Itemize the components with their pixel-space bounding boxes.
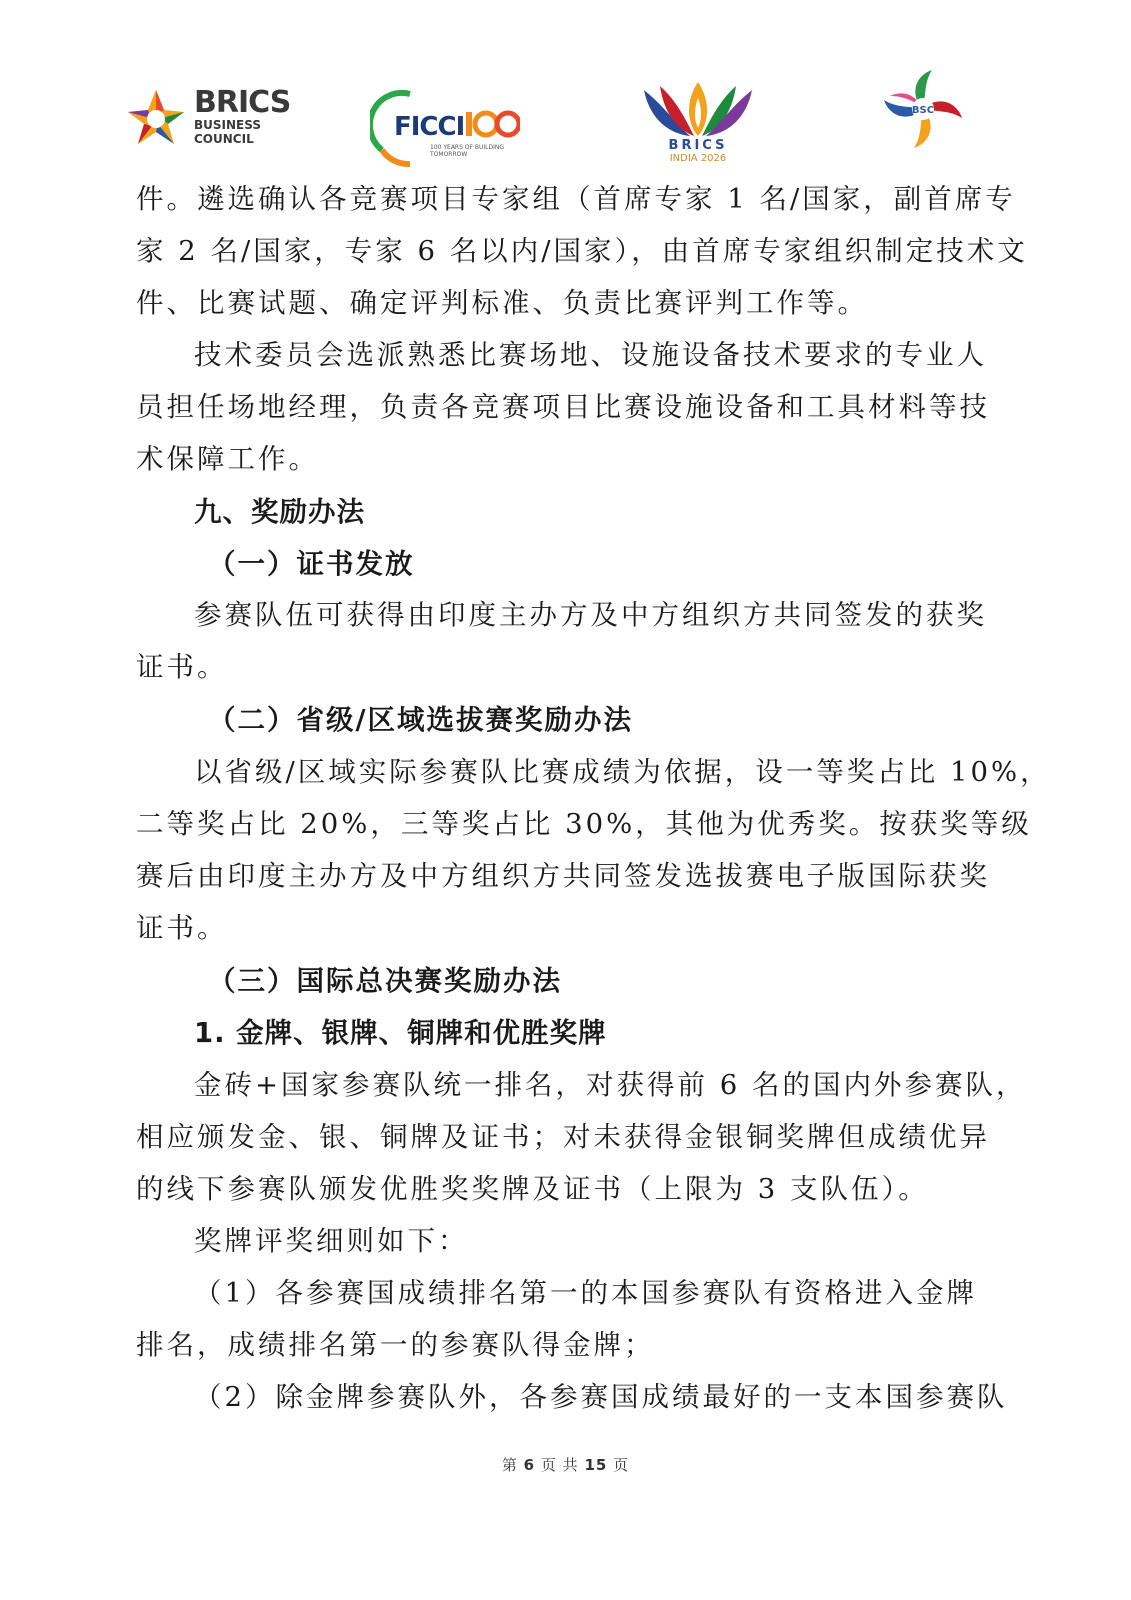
paragraph-line: 件。遴选确认各竞赛项目专家组（首席专家 1 名/国家，副首席专 [136,183,1016,215]
paragraph-line: 的线下参赛队颁发优胜奖奖牌及证书（上限为 3 支队伍）。 [136,1173,929,1205]
footer-middle: 页 共 [540,1456,579,1474]
paragraph-line: 家 2 名/国家，专家 6 名以内/国家），由首席专家组织制定技术文 [136,235,1028,267]
brics-india-2026-logo [640,80,756,166]
brics-logo-line2: BUSINESS [194,118,261,132]
paragraph-line: 二等奖占比 20%，三等奖占比 30%，其他为优秀奖。按获奖等级 [136,808,1032,840]
section-heading: 九、奖励办法 [194,496,365,528]
paragraph-line: 术保障工作。 [136,443,319,475]
brics-india-line1: BRICS [668,138,728,153]
paragraph-line: （2）除金牌参赛队外，各参赛国成绩最好的一支本国参赛队 [194,1381,1008,1413]
paragraph-line: 以省级/区域实际参赛队比赛成绩为依据，设一等奖占比 10%， [194,756,1051,788]
ficci-tagline [430,144,530,158]
current-page-number: 6 [523,1456,536,1474]
paragraph-line: 金砖+国家参赛队统一排名，对获得前 6 名的国内外参赛队， [194,1069,1027,1101]
paragraph-line: 奖牌评奖细则如下： [194,1225,469,1257]
footer-prefix: 第 [501,1456,518,1474]
paragraph-line: 件、比赛试题、确定评判标准、负责比赛评判工作等。 [136,287,868,319]
paragraph-line: 排名，成绩排名第一的参赛队得金牌； [136,1329,655,1361]
item-heading: 1. 金牌、银牌、铜牌和优胜奖牌 [194,1017,607,1049]
brics-business-council-text [194,85,291,146]
ficci-100-mark [464,106,520,142]
subsection-heading: （三）国际总决赛奖励办法 [208,965,562,997]
ficci-tagline-2: TOMORROW [430,151,468,158]
ficci-word: FICCI [394,112,465,142]
total-page-count: 15 [584,1456,608,1474]
footer-suffix: 页 [613,1456,630,1474]
paragraph-line: 证书。 [136,651,228,683]
brics-logo-line3: COUNCIL [194,132,254,146]
brics-business-council-logo [124,85,291,150]
bsc-label: BSC [911,105,935,116]
bsc-swirl-icon [880,66,966,152]
paragraph-line: 证书。 [136,912,228,944]
paragraph-line: 赛后由印度主办方及中方组织方共同签发选拔赛电子版国际获奖 [136,860,990,892]
brics-star-icon [124,86,188,150]
paragraph-line: 员担任场地经理，负责各竞赛项目比赛设施设备和工具材料等技 [136,391,990,423]
paragraph-line: 参赛队伍可获得由印度主办方及中方组织方共同签发的获奖 [194,599,987,631]
lotus-icon [640,80,756,138]
header-logos [0,0,1131,180]
paragraph-line: （1）各参赛国成绩排名第一的本国参赛队有资格进入金牌 [194,1277,977,1309]
subsection-heading: （一）证书发放 [208,548,415,580]
ficci-100-logo [370,88,530,168]
paragraph-line: 相应颁发金、银、铜牌及证书；对未获得金银铜奖牌但成绩优异 [136,1121,990,1153]
page-footer [0,1454,1131,1475]
brics-logo-line1: BRICS [194,85,291,120]
subsection-heading: （二）省级/区域选拔赛奖励办法 [208,704,634,736]
ficci-tagline-1: 100 YEARS OF BUILDING [430,144,505,151]
paragraph-line: 技术委员会选派熟悉比赛场地、设施设备技术要求的专业人 [194,339,987,371]
bsc-logo [880,66,966,152]
brics-india-line2: INDIA 2026 [669,153,727,164]
